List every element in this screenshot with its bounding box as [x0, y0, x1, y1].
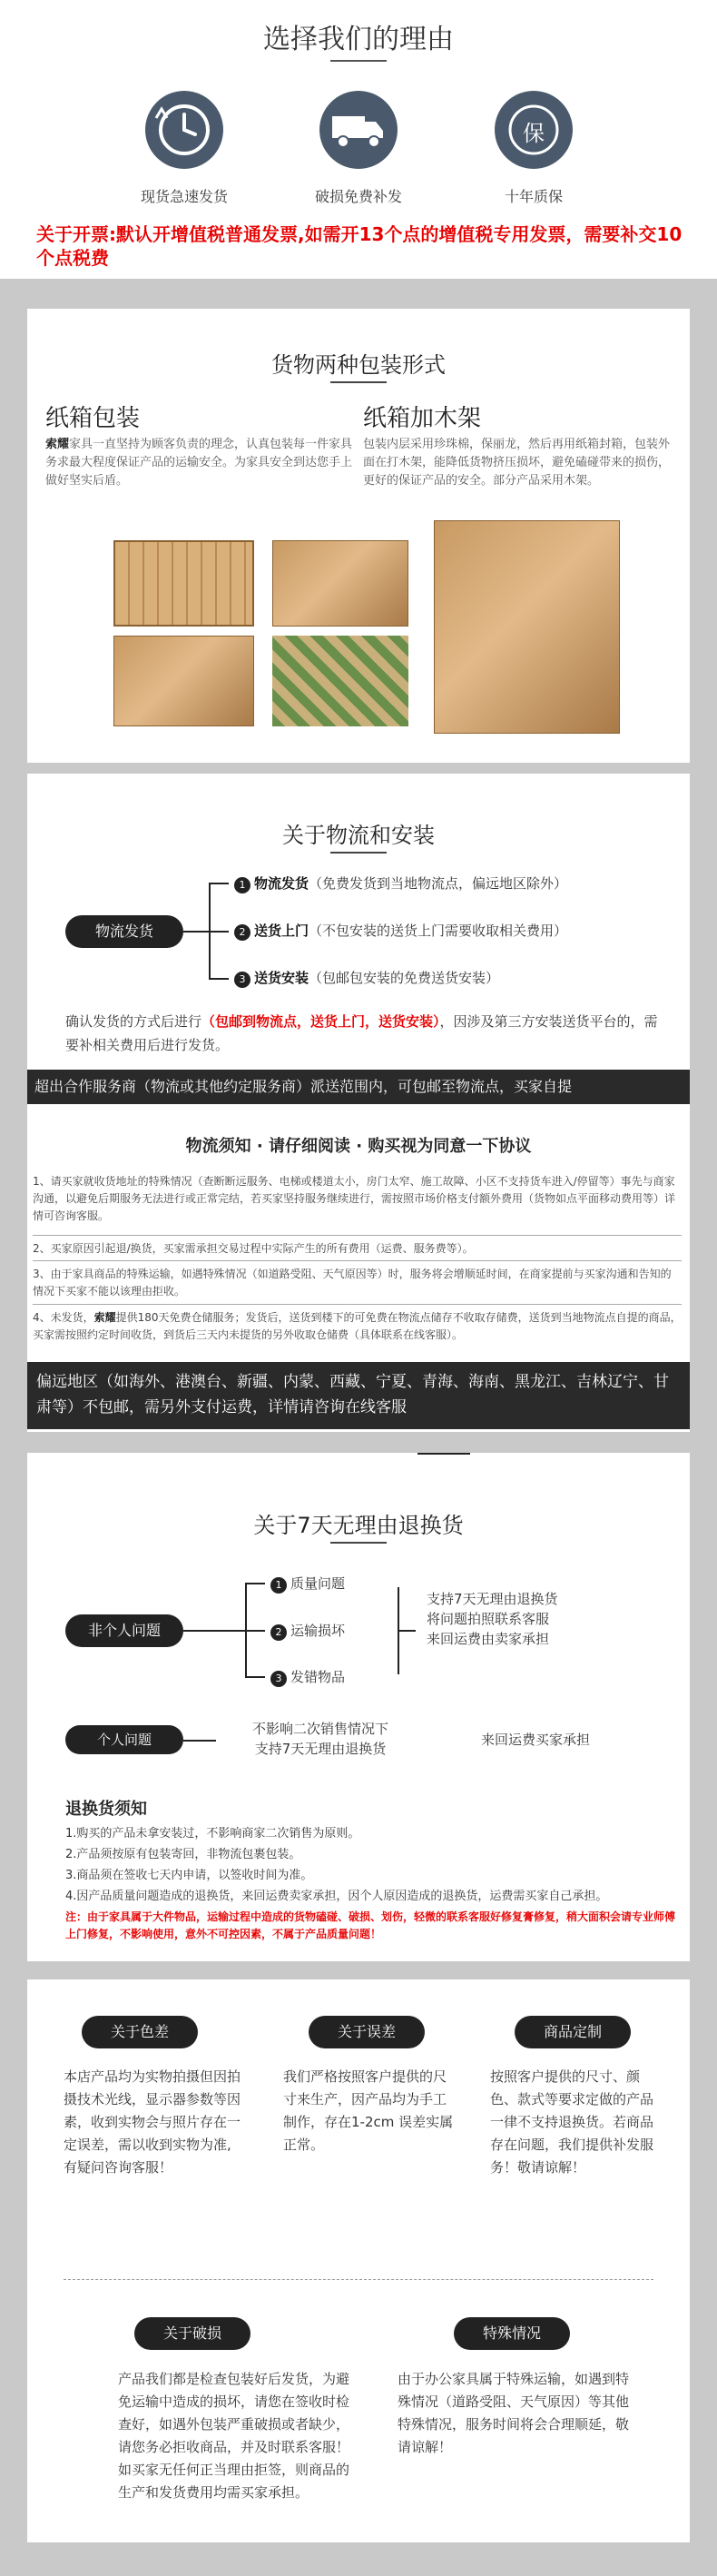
logistics-pill: 物流发货: [65, 915, 183, 948]
logistics-option-3: [234, 968, 499, 988]
return-rules-list: [65, 1823, 683, 1907]
pallet-cartons-photo: [434, 520, 620, 734]
rule-item: 1.购买的产品未拿安装过，不影响商家二次销售为原则。: [65, 1827, 360, 1841]
connector-branch-1: [209, 883, 229, 884]
confirm-highlight: （包邮到物流点，送货上门，送货安装）: [201, 1013, 440, 1030]
packaging-title: 货物两种包装形式: [271, 352, 446, 378]
delivery-range-band: 超出合作服务商（物流或其他约定服务商）派送范围内，可包邮至物流点，买家自提: [27, 1070, 690, 1104]
logistics-notice-title: 物流须知 · 请仔细阅读 · 购买视为同意一下协议: [185, 1137, 532, 1156]
notice4-post: 提供180天免费仓储服务；发货后，送货到楼下的可免费在物流点储存不收取存储费，送货到当地物流点自提的商品，买家需按照约定时间收货，到货后三天内未提货的另外收取仓储费（具体联系在线客服）。: [33, 1311, 682, 1341]
title-divider: [330, 60, 387, 62]
delivery-confirm-text: [65, 1010, 664, 1057]
tips-panel: [27, 1979, 690, 2542]
notice-item-4: [33, 1309, 682, 1344]
carton-text: 家具一直坚持为顾客负责的理念，认真包装每一件家具务求最大程度保证产品的运输安全。为家具安全到达您手上做好坚实后盾。: [45, 438, 353, 488]
carton-stack-photo: [272, 540, 408, 627]
page-title: 选择我们的理由: [263, 24, 454, 55]
color-diff-tag: 关于色差: [82, 2016, 198, 2048]
option-desc: （不包安装的送货上门需要收取相关费用）: [309, 923, 568, 939]
returns-divider: [330, 1542, 387, 1544]
returns-policy-text: [427, 1589, 558, 1649]
notice-item-2: 2、买家原因引起退/换货，买家需承担交易过程中实际产生的所有费用（运费、服务费等）。: [33, 1242, 474, 1255]
feature-label-warranty: 十年质保: [504, 188, 563, 205]
invoice-note: 关于开票:默认开增值税普通发票,如需开13个点的增值税专用发票，需要补交10个点税费: [36, 223, 683, 269]
packaging-panel: [27, 309, 690, 763]
return-rules-title: 退换货须知: [65, 1800, 147, 1819]
reason-name: 运输损坏: [290, 1623, 346, 1639]
confirm-pre: 确认发货的方式后进行: [65, 1013, 202, 1030]
personal-connector: [183, 1740, 216, 1742]
cartons-photo: [113, 636, 254, 726]
option-number: 3: [234, 972, 250, 988]
damage-text: 产品我们都是检查包装好后发货，为避免运输中造成的损坏，请您在签收时检查好，如遇外包装严重破损或者缺少，请您务必拒收商品，并及时联系客服！如买家无任何正当理由拒签，则商品的生产和发货费用均需买家承担。: [118, 2371, 350, 2501]
feature-label-fast: 现货急速发货: [140, 188, 228, 205]
logistics-panel: [27, 774, 690, 1432]
option-number: 2: [234, 924, 250, 941]
return-reason-2: [270, 1621, 345, 1641]
logistics-option-2: [234, 921, 567, 941]
option-desc: （包邮包安装的免费送货安装）: [309, 970, 500, 986]
connector-branch-2: [209, 931, 229, 933]
logistics-option-1: [234, 873, 567, 893]
connector-line: [183, 931, 211, 933]
returns-right-arrow: [398, 1630, 416, 1632]
return-reason-3: [270, 1667, 345, 1687]
wrapped-goods-photo: [272, 636, 408, 726]
personal-pill: 个人问题: [65, 1725, 183, 1754]
remote-area-band: 偏远地区（如海外、港澳台、新疆、内蒙、西藏、宁夏、青海、海南、黑龙江、吉林辽宁、甘肃等）不包邮，需另外支付运费，详情请咨询在线客服: [27, 1362, 690, 1429]
crate-heading: 纸箱加木架: [363, 405, 482, 432]
carton-brand: 索耀: [45, 438, 70, 451]
wooden-crate-photo: [113, 540, 254, 627]
feature-label-damage: 破损免费补发: [314, 188, 402, 205]
condition-line: 不影响二次销售情况下: [251, 1721, 388, 1737]
returns-connector: [183, 1630, 247, 1632]
notice-divider: [33, 1304, 682, 1305]
return-reason-1: [270, 1574, 345, 1594]
custom-order-text: 按照客户提供的尺寸、颜色、款式等要求定做的产品一律不支持退换货。若商品存在问题，我们提供补发服务！敬请谅解！: [490, 2068, 654, 2176]
rule-item: 3.商品须在签收七天内申请，以签收时间为准。: [65, 1869, 313, 1882]
notice-divider: [33, 1235, 682, 1236]
personal-fee-text: 来回运费买家承担: [481, 1732, 591, 1748]
personal-conditions: [225, 1719, 416, 1759]
custom-order-tag: 商品定制: [515, 2016, 631, 2048]
shield-icon: [495, 91, 573, 169]
reason-number: 3: [270, 1671, 287, 1687]
reason-number: 1: [270, 1577, 287, 1594]
non-personal-pill: 非个人问题: [65, 1614, 183, 1647]
special-case-text: 由于办公家具属于特殊运输，如遇到特殊情况（道路受阻、天气原因）等其他特殊情况，服务时间将会合理顺延，敬请谅解！: [398, 2371, 630, 2455]
condition-line: 支持7天无理由退换货: [254, 1741, 387, 1757]
policy-line: 将问题拍照联系客服: [427, 1611, 550, 1627]
size-error-text: 我们严格按照客户提供的尺寸来生产，因产品均为手工制作，存在1-2cm 误差实属正常。: [283, 2068, 454, 2153]
option-desc: （免费发货到当地物流点，偏远地区除外）: [309, 875, 568, 892]
clock-icon: [145, 91, 223, 169]
rule-item: 4.因产品质量问题造成的退换货，来回运费卖家承担，因个人原因造成的退换货，运费需买家自己承担。: [65, 1890, 608, 1903]
color-diff-text: 本店产品均为实物拍摄但因拍摄技术光线，显示器参数等因素，收到实物会与照片存在一定误差，需以收到实物为准,有疑问咨询客服！: [64, 2068, 241, 2176]
reason-name: 质量问题: [290, 1575, 346, 1592]
option-name: 送货安装: [254, 970, 309, 986]
notice4-brand: 索耀: [93, 1311, 116, 1324]
logistics-divider: [330, 852, 387, 854]
rule-item: 2.产品须按原有包装寄回，非物流包裹包装。: [65, 1848, 301, 1861]
personal-connector-2: [417, 1453, 470, 1455]
policy-line: 支持7天无理由退换货: [427, 1591, 558, 1607]
option-name: 送货上门: [254, 923, 309, 939]
reason-number: 2: [270, 1624, 287, 1641]
connector-branch-3: [209, 978, 229, 980]
logistics-title: 关于物流和安装: [282, 823, 435, 848]
notice-item-1: 1、请买家就收货地址的特殊情况（查断断远服务、电梯或楼道太小，房门太窄、施工故障、小区不支持货车进入/停留等）事先与商家沟通，以避免后期服务无法进行或正常完结，若买家坚持服务继续进行，需按照市场价格支付额外费用（货物如点平面移动费用等）详情可咨询客服。: [33, 1175, 676, 1222]
notice-item-3: 3、由于家具商品的特殊运输，如遇特殊情况（如道路受阻、天气原因等）时，服务将会增顺延时间，在商家提前与买家沟通和告知的情况下买家不能以该理由拒收。: [33, 1268, 672, 1298]
packaging-divider: [330, 381, 387, 383]
returns-branch-2: [245, 1630, 265, 1632]
option-name: 物流发货: [254, 875, 309, 892]
policy-line: 来回运费由卖家承担: [427, 1631, 550, 1647]
crate-description: 包装内层采用珍珠棉，保丽龙，然后再用纸箱封箱，包装外面在打木架，能降低货物挤压损坏，避免磕碰带来的损伤，更好的保证产品的安全。部分产品采用木架。: [363, 438, 671, 488]
special-case-tag: 特殊情况: [454, 2317, 570, 2350]
returns-branch-1: [245, 1583, 265, 1584]
returns-panel: [27, 1453, 690, 1961]
damage-tag: 关于破损: [134, 2317, 250, 2350]
carton-heading: 纸箱包装: [45, 405, 141, 432]
confirm-post: ，因涉及第三方安装送货平台的，需要补相关费用后进行发货。: [65, 1013, 658, 1053]
shield-glyph: 保: [523, 121, 545, 146]
returns-branch-3: [245, 1676, 265, 1678]
returns-title: 关于7天无理由退换货: [253, 1513, 464, 1538]
truck-icon: [319, 91, 398, 169]
tips-divider: [64, 2279, 653, 2280]
carton-description: [45, 436, 354, 490]
size-error-tag: 关于误差: [309, 2016, 425, 2048]
notice-divider: [33, 1260, 682, 1261]
notice4-pre: 4、未发货，: [33, 1311, 94, 1324]
return-red-note: 注：由于家具属于大件物品，运输过程中造成的货物磕碰、破损、划伤，轻微的联系客服好修复膏修复，稍大面积会请专业师傅上门修复，不影响使用，意外不可控因素，不属于产品质量问题！: [65, 1910, 676, 1940]
reason-name: 发错物品: [290, 1669, 346, 1685]
option-number: 1: [234, 877, 250, 893]
